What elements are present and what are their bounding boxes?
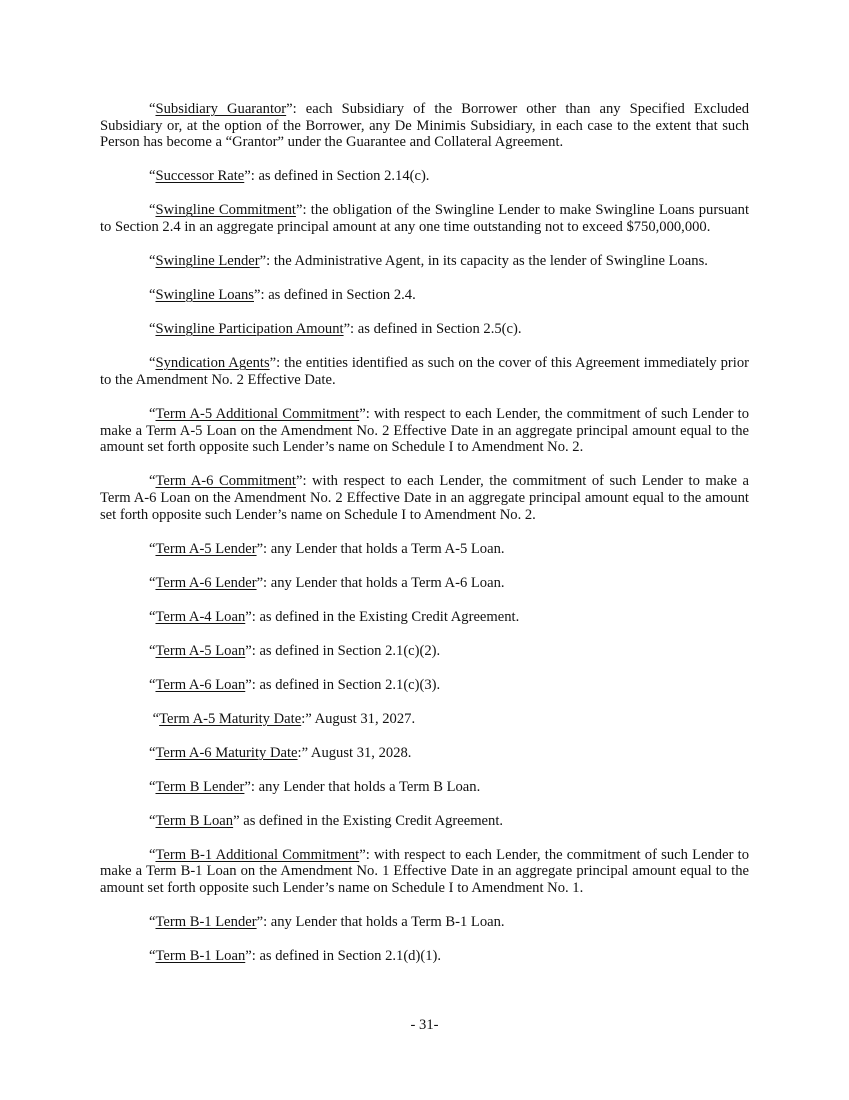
- open-quote: “: [149, 473, 156, 490]
- open-quote: “: [149, 355, 156, 372]
- definition-term-a6-maturity-date: [100, 745, 749, 762]
- open-quote: “: [149, 574, 156, 591]
- defined-term: Term A-4 Loan: [155, 608, 246, 625]
- close-quote: ”:: [343, 321, 358, 338]
- definition-term-a4-loan: [100, 609, 749, 626]
- definition-term-a6-lender: [100, 575, 749, 592]
- definition-text: as defined in the Existing Credit Agreement.: [259, 608, 520, 625]
- close-quote: ”: [233, 812, 244, 829]
- definition-text: any Lender that holds a Term B Loan.: [258, 778, 481, 795]
- definition-term-a5-loan: [100, 643, 749, 660]
- definition-term-b1-loan: [100, 948, 749, 965]
- definition-text: the Administrative Agent, in its capacity as the lender of Swingline Loans.: [273, 253, 708, 270]
- definition-text: as defined in Section 2.14(c).: [258, 168, 430, 185]
- open-quote: “: [149, 168, 156, 185]
- close-quote: ”:: [245, 676, 260, 693]
- defined-term: Successor Rate: [155, 168, 245, 185]
- defined-term: Term A-6 Commitment: [155, 473, 296, 490]
- close-quote: ”:: [259, 253, 274, 270]
- open-quote: “: [149, 321, 156, 338]
- close-quote: ”:: [245, 608, 260, 625]
- defined-term: Term B Loan: [155, 812, 234, 829]
- definition-swingline-participation-amount: [100, 321, 749, 338]
- open-quote: “: [149, 948, 156, 965]
- definition-term-a5-additional-commitment: [100, 406, 749, 456]
- open-quote: “: [149, 642, 156, 659]
- defined-term: Term A-5 Maturity Date: [159, 710, 302, 727]
- close-quote: ”:: [256, 914, 271, 931]
- definition-successor-rate: [100, 168, 749, 185]
- definition-swingline-loans: [100, 287, 749, 304]
- definition-swingline-commitment: [100, 202, 749, 235]
- definition-text: as defined in Section 2.1(d)(1).: [259, 948, 441, 965]
- definition-text: as defined in Section 2.5(c).: [357, 321, 522, 338]
- definition-text: with respect to each Lender, the commitment of such Lender to make a Term A-5 Loan on the Amendment No. 2 Effective Date in an aggregate principal amount equal to the amount set forth opposite such Lender’s name on Schedule I to Amendment No. 2.: [100, 405, 749, 456]
- definition-term-a6-loan: [100, 677, 749, 694]
- definition-term-a5-maturity-date: [100, 711, 749, 728]
- definition-text: with respect to each Lender, the commitment of such Lender to make a Term B-1 Loan on the Amendment No. 1 Effective Date in an aggregate principal amount equal to the amount set forth opposite such Lender’s name on Schedule I to Amendment No. 1.: [100, 846, 749, 897]
- close-quote: ”:: [244, 168, 259, 185]
- defined-term: Term A-5 Loan: [155, 642, 246, 659]
- open-quote: “: [149, 778, 156, 795]
- page-number: - 31-: [410, 1017, 439, 1033]
- close-quote: ”:: [286, 101, 306, 117]
- open-quote: “: [149, 676, 156, 693]
- definition-swingline-lender: [100, 253, 749, 270]
- definition-term-b-loan: [100, 813, 749, 830]
- close-quote: ”:: [269, 355, 285, 372]
- definition-text: as defined in Section 2.1(c)(3).: [259, 676, 441, 693]
- open-quote: “: [149, 914, 156, 931]
- defined-term: Term A-6 Loan: [155, 676, 246, 693]
- open-quote: “: [149, 101, 156, 117]
- definition-text: the obligation of the Swingline Lender to make Swingline Loans pursuant to Section 2.4 in an aggregate principal amount at any one time outstanding not to exceed $750,000,000.: [100, 202, 750, 236]
- open-quote: “: [149, 540, 156, 557]
- close-quote: ”:: [359, 846, 374, 863]
- close-quote: ”:: [359, 405, 374, 422]
- definition-text: any Lender that holds a Term A-5 Loan.: [270, 540, 505, 557]
- close-quote: ”:: [295, 473, 313, 490]
- definition-text: August 31, 2028.: [310, 744, 412, 761]
- definition-term-a5-lender: [100, 541, 749, 558]
- definition-subsidiary-guarantor: [100, 101, 749, 151]
- definition-term-a6-commitment: [100, 473, 749, 523]
- open-quote: “: [149, 608, 156, 625]
- definition-term-b-lender: [100, 779, 749, 796]
- open-quote: “: [149, 405, 156, 422]
- definition-text: as defined in Section 2.1(c)(2).: [259, 642, 441, 659]
- definition-text: the entities identified as such on the cover of this Agreement immediately prior to the Amendment No. 2 Effective Date.: [100, 355, 749, 388]
- definition-text: each Subsidiary of the Borrower other than any Specified Excluded Subsidiary or, at the option of the Borrower, any De Minimis Subsidiary, in each case to the extent that such Person has become a “Grantor” under the Guarantee and Collateral Agreement.: [100, 101, 749, 151]
- close-quote: ”:: [244, 778, 259, 795]
- open-quote: “: [149, 287, 156, 304]
- definition-syndication-agents: [100, 355, 749, 388]
- definition-text: any Lender that holds a Term A-6 Loan.: [270, 574, 505, 591]
- defined-term: Term A-6 Maturity Date: [155, 744, 298, 761]
- defined-term: Term A-5 Lender: [155, 540, 257, 557]
- defined-term: Swingline Commitment: [155, 202, 296, 219]
- close-quote: ”:: [245, 948, 260, 965]
- defined-term: Term A-6 Lender: [155, 574, 257, 591]
- definition-term-b1-additional-commitment: [100, 847, 749, 897]
- open-quote: “: [149, 812, 156, 829]
- defined-term: Term B Lender: [155, 778, 245, 795]
- close-quote: ”:: [295, 202, 311, 219]
- definition-term-b1-lender: [100, 914, 749, 931]
- defined-term: Term B-1 Lender: [155, 914, 257, 931]
- close-quote: :”: [301, 710, 315, 727]
- defined-term: Swingline Participation Amount: [155, 321, 344, 338]
- open-quote: “: [149, 202, 156, 219]
- defined-term: Swingline Loans: [155, 287, 254, 304]
- definition-text: as defined in the Existing Credit Agreement.: [243, 812, 504, 829]
- open-quote: “: [149, 253, 156, 270]
- close-quote: ”:: [256, 540, 271, 557]
- defined-term: Syndication Agents: [155, 355, 270, 372]
- defined-term: Term B-1 Loan: [155, 948, 246, 965]
- definition-text: any Lender that holds a Term B-1 Loan.: [270, 914, 505, 931]
- open-quote: “: [149, 846, 156, 863]
- defined-term: Term B-1 Additional Commitment: [155, 846, 360, 863]
- definition-text: August 31, 2027.: [314, 710, 416, 727]
- close-quote: ”:: [256, 574, 271, 591]
- definition-text: as defined in Section 2.4.: [268, 287, 416, 304]
- close-quote: ”:: [245, 642, 260, 659]
- close-quote: ”:: [254, 287, 269, 304]
- defined-term: Term A-5 Additional Commitment: [155, 405, 360, 422]
- open-quote: “: [149, 744, 156, 761]
- close-quote: :”: [297, 744, 311, 761]
- defined-term: Swingline Lender: [155, 253, 260, 270]
- definitions-list: [100, 101, 749, 982]
- open-quote: “: [149, 710, 160, 727]
- definition-text: with respect to each Lender, the commitment of such Lender to make a Term A-6 Loan on the Amendment No. 2 Effective Date in an aggregate principal amount equal to the amount set forth opposite such Lender’s name on Schedule I to Amendment No. 2.: [100, 473, 749, 523]
- defined-term: Subsidiary Guarantor: [155, 101, 287, 117]
